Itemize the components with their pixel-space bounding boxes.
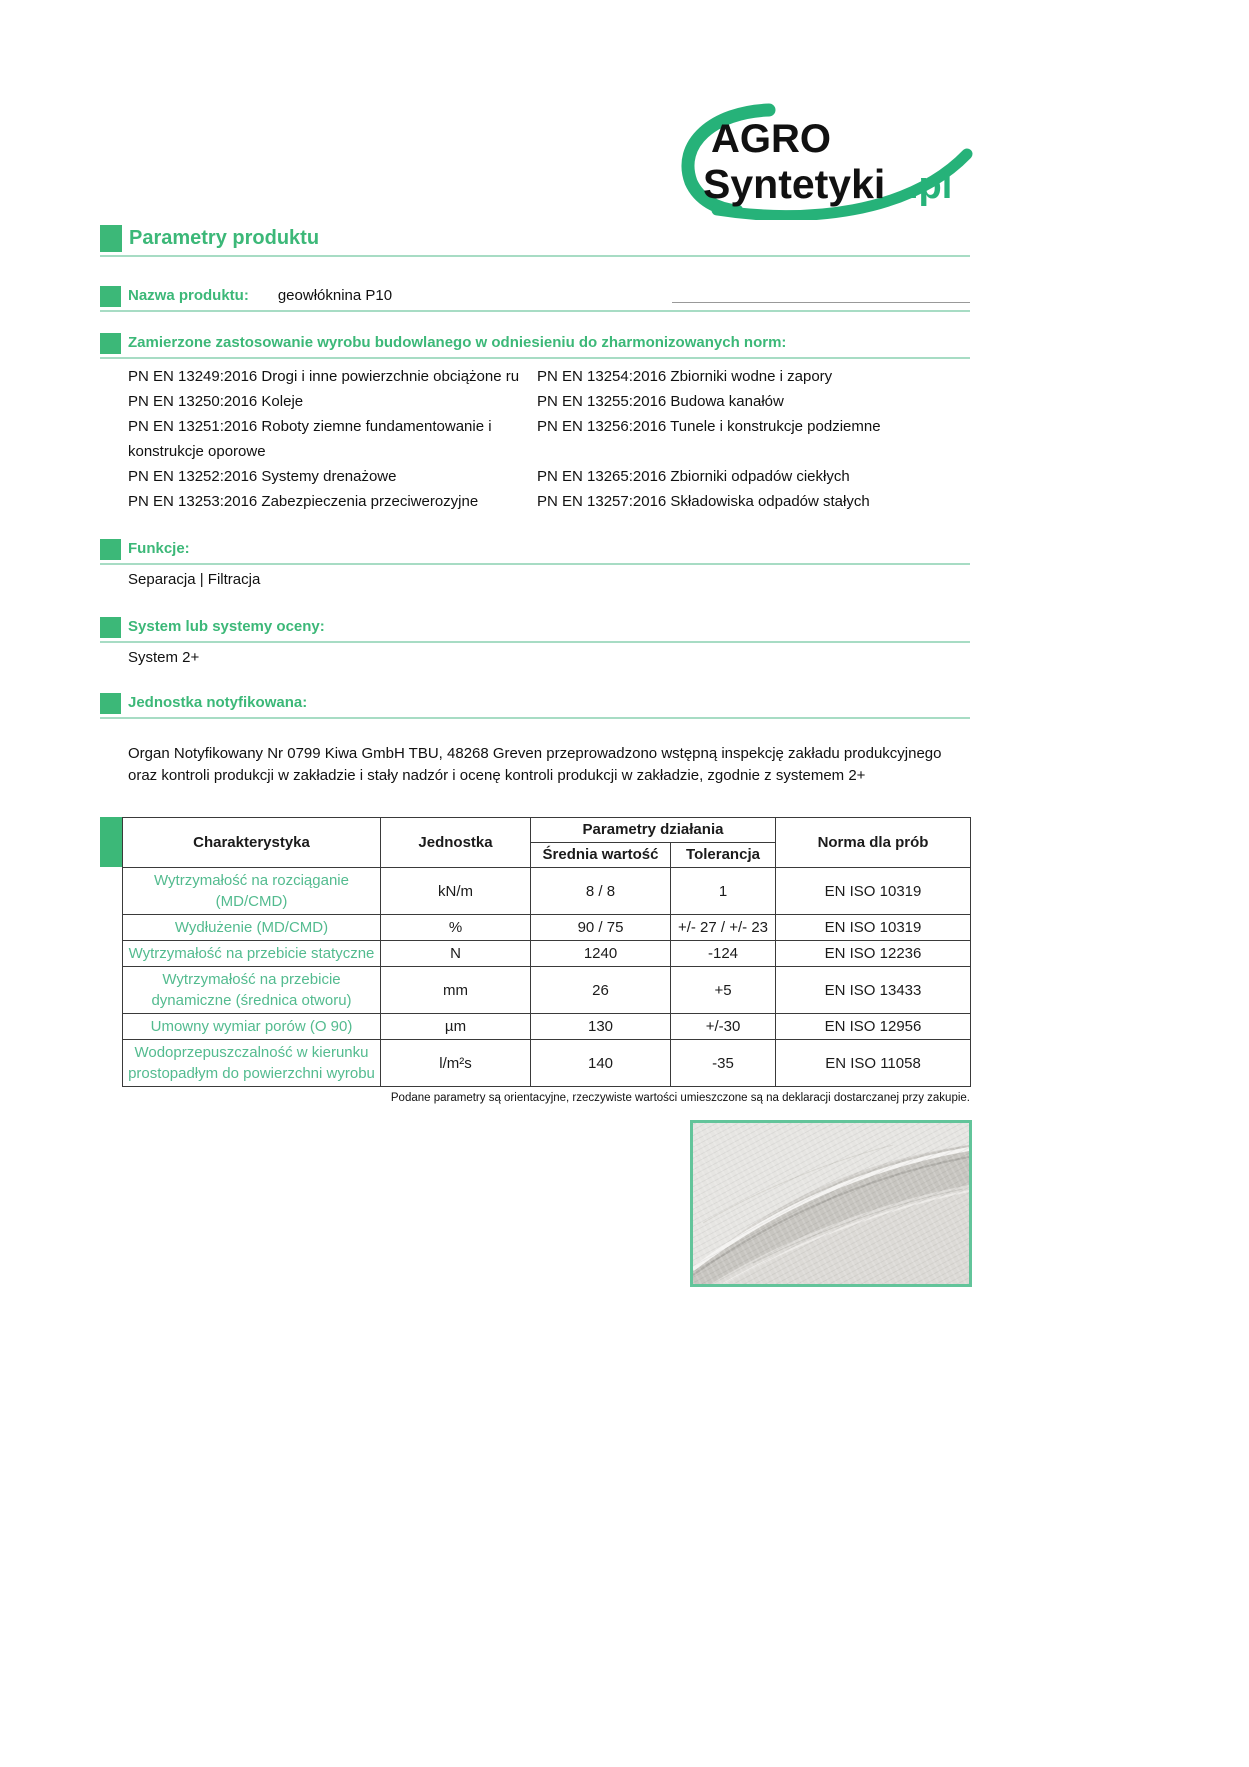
fill-line xyxy=(672,302,970,303)
cell-tol: 1 xyxy=(671,868,776,915)
page-title: Parametry produktu xyxy=(129,227,320,249)
cell-unit: N xyxy=(381,941,531,967)
table-row xyxy=(123,967,971,1014)
cell-norm: EN ISO 13433 xyxy=(776,967,971,1014)
standard-item: PN EN 13252:2016 Systemy drenażowe xyxy=(128,468,397,485)
standard-item: PN EN 13250:2016 Koleje xyxy=(128,393,304,410)
cell-avg: 140 xyxy=(531,1040,671,1087)
cell-tol: -35 xyxy=(671,1040,776,1087)
col-header-unit: Jednostka xyxy=(381,818,531,868)
document-content xyxy=(100,225,970,1106)
cell-norm: EN ISO 12956 xyxy=(776,1014,971,1040)
cell-avg: 1240 xyxy=(531,941,671,967)
section-marker-icon xyxy=(100,817,122,867)
col-header-tol: Tolerancja xyxy=(671,843,776,868)
cell-characteristic: Wytrzymałość na przebicie dynamiczne (średnica otworu) xyxy=(123,967,381,1014)
table-row xyxy=(123,1014,971,1040)
usage-label: Zamierzone zastosowanie wyrobu budowlanego w odniesieniu do zharmonizowanych norm: xyxy=(128,334,787,351)
section-marker-icon xyxy=(100,539,121,560)
cell-avg: 130 xyxy=(531,1014,671,1040)
usage-section-header xyxy=(100,332,970,359)
cell-norm: EN ISO 10319 xyxy=(776,868,971,915)
logo-top-text: AGRO xyxy=(711,117,831,161)
standard-item: PN EN 13256:2016 Tunele i konstrukcje podziemne xyxy=(537,418,881,435)
product-name-value: geowłóknina P10 xyxy=(277,287,393,304)
functions-label: Funkcje: xyxy=(128,540,190,557)
standard-item: PN EN 13253:2016 Zabezpieczenia przeciwerozyjne xyxy=(128,493,479,510)
cell-norm: EN ISO 12236 xyxy=(776,941,971,967)
standard-item: PN EN 13254:2016 Zbiorniki wodne i zapory xyxy=(537,368,833,385)
table-row xyxy=(123,1040,971,1087)
cell-norm: EN ISO 11058 xyxy=(776,1040,971,1087)
functions-section-header xyxy=(100,538,970,565)
cell-unit: % xyxy=(381,915,531,941)
agrosyntetyki-logo xyxy=(665,100,980,220)
standard-item: PN EN 13255:2016 Budowa kanałów xyxy=(537,393,784,410)
standard-item: PN EN 13265:2016 Zbiorniki odpadów ciekłych xyxy=(537,468,850,485)
notified-section-header xyxy=(100,692,970,719)
cell-unit: µm xyxy=(381,1014,531,1040)
disclaimer-footnote: Podane parametry są orientacyjne, rzeczywiste wartości umieszczone są na deklaracji dostarczanej przy zakupie. xyxy=(390,1092,970,1104)
table-row xyxy=(123,868,971,915)
notified-body-text: Organ Notyfikowany Nr 0799 Kiwa GmbH TBU, 48268 Greven przeprowadzono wstępną inspekcję zakładu produkcyjnego oraz kontroli produkcji w zakładzie i stały nadzór i ocenę kontroli produkcji w zakładzie, zgodnie z systemem 2+ xyxy=(128,745,942,784)
product-name-label: Nazwa produktu: xyxy=(128,287,249,304)
standards-list xyxy=(128,364,970,514)
section-marker-icon xyxy=(100,617,121,638)
system-section-header xyxy=(100,616,970,643)
table-row xyxy=(123,915,971,941)
notified-label: Jednostka notyfikowana: xyxy=(128,694,308,711)
cell-norm: EN ISO 10319 xyxy=(776,915,971,941)
col-header-avg: Średnia wartość xyxy=(531,843,671,868)
parameters-table-section xyxy=(100,817,970,1087)
system-value: System 2+ xyxy=(128,649,200,666)
section-marker-icon xyxy=(100,693,121,714)
cell-characteristic: Umowny wymiar porów (O 90) xyxy=(123,1014,381,1040)
section-marker-icon xyxy=(100,225,122,252)
cell-avg: 26 xyxy=(531,967,671,1014)
logo-bottom-text: Syntetyki xyxy=(703,161,886,207)
cell-unit: l/m²s xyxy=(381,1040,531,1087)
logo-swoosh-icon xyxy=(665,100,980,220)
col-header-characteristic: Charakterystyka xyxy=(123,818,381,868)
logo-tld-text: .pl xyxy=(908,165,953,207)
parameters-table xyxy=(122,817,971,1087)
standard-item: PN EN 13257:2016 Składowiska odpadów stałych xyxy=(537,493,870,510)
standard-item: PN EN 13251:2016 Roboty ziemne fundamentowanie i konstrukcje oporowe xyxy=(128,418,492,460)
section-marker-icon xyxy=(100,333,121,354)
section-marker-icon xyxy=(100,286,121,307)
cell-unit: mm xyxy=(381,967,531,1014)
cell-characteristic: Wytrzymałość na przebicie statyczne xyxy=(123,941,381,967)
product-name-row xyxy=(100,285,970,312)
cell-characteristic: Wydłużenie (MD/CMD) xyxy=(123,915,381,941)
page-title-row xyxy=(100,225,970,257)
cell-tol: -124 xyxy=(671,941,776,967)
cell-tol: +/-30 xyxy=(671,1014,776,1040)
system-label: System lub systemy oceny: xyxy=(128,618,325,635)
cell-tol: +5 xyxy=(671,967,776,1014)
product-photo xyxy=(690,1120,972,1287)
cell-characteristic: Wodoprzepuszczalność w kierunku prostopadłym do powierzchni wyrobu xyxy=(123,1040,381,1087)
cell-unit: kN/m xyxy=(381,868,531,915)
functions-value: Separacja | Filtracja xyxy=(128,571,261,588)
standard-item: PN EN 13249:2016 Drogi i inne powierzchnie obciążone ru xyxy=(128,368,520,385)
geotextile-fabric-image xyxy=(693,1123,969,1284)
cell-characteristic: Wytrzymałość na rozciąganie (MD/CMD) xyxy=(123,868,381,915)
col-header-params: Parametry działania xyxy=(531,818,776,843)
cell-avg: 8 / 8 xyxy=(531,868,671,915)
table-row xyxy=(123,941,971,967)
col-header-norm: Norma dla prób xyxy=(776,818,971,868)
cell-avg: 90 / 75 xyxy=(531,915,671,941)
cell-tol: +/- 27 / +/- 23 xyxy=(671,915,776,941)
